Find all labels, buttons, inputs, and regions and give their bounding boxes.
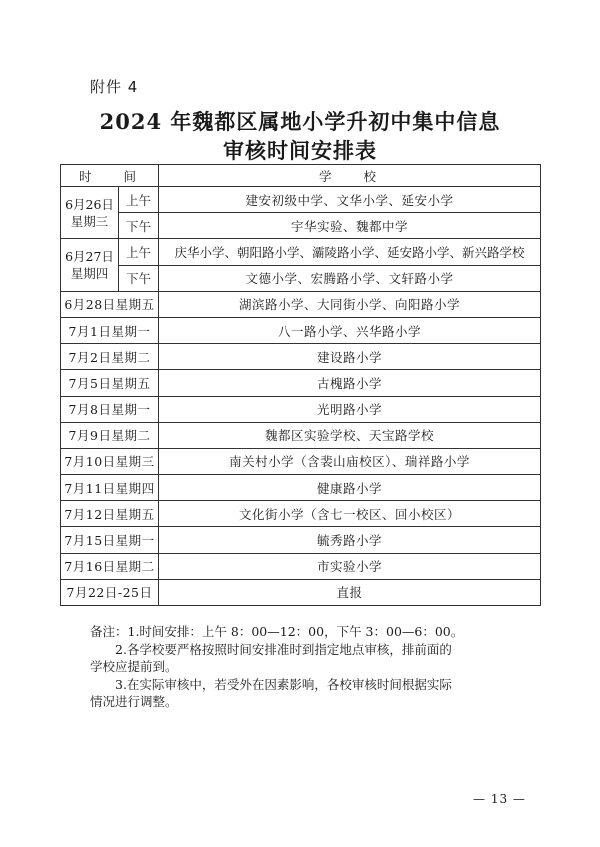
weekday-text: 星期四 (70, 266, 109, 282)
school-list: 健康路小学 (159, 475, 541, 501)
table-row (61, 370, 541, 396)
note-line: 2.各学校要严格按照时间安排准时到指定地点审核，排前面的 (115, 641, 452, 657)
am-label: 上午 (119, 239, 159, 265)
header-time: 时 间 (61, 165, 159, 187)
date-cell: 7月8日星期一 (61, 396, 159, 422)
date-cell: 7月11日星期四 (61, 475, 159, 501)
date-cell: 7月10日星期三 (61, 448, 159, 474)
date-text: 6月27日 (65, 249, 114, 265)
schedule-table (60, 164, 541, 606)
date-cell: 7月15日星期一 (61, 527, 159, 553)
date-cell (61, 187, 119, 239)
table-row (61, 239, 541, 265)
table-row (61, 475, 541, 501)
note-line: 学校应提前到。 (90, 659, 178, 674)
date-cell: 7月22日-25日 (61, 579, 159, 605)
table-header-row (61, 165, 541, 187)
table-row (61, 553, 541, 579)
school-list: 古槐路小学 (159, 370, 541, 396)
school-list: 魏都区实验学校、天宝路学校 (159, 422, 541, 448)
school-list: 市实验小学 (159, 553, 541, 579)
school-list: 庆华小学、朝阳路小学、灞陵路小学、延安路小学、新兴路学校 (159, 239, 541, 265)
school-list: 直报 (159, 579, 541, 605)
table-row (61, 187, 541, 213)
table-row (61, 265, 541, 291)
date-cell: 7月12日星期五 (61, 501, 159, 527)
date-cell: 7月5日星期五 (61, 370, 159, 396)
date-cell: 7月16日星期二 (61, 553, 159, 579)
school-list: 南关村小学（含裴山庙校区）、瑞祥路小学 (159, 448, 541, 474)
attachment-label: 附件 4 (90, 78, 139, 96)
table-row (61, 344, 541, 370)
table-row (61, 527, 541, 553)
pm-label: 下午 (119, 265, 159, 291)
notes-section (90, 623, 530, 711)
school-list: 八一路小学、兴华路小学 (159, 317, 541, 343)
date-cell: 7月2日星期二 (61, 344, 159, 370)
pm-label: 下午 (119, 213, 159, 239)
date-cell: 6月28日星期五 (61, 291, 159, 317)
weekday-text: 星期三 (70, 213, 109, 229)
school-list: 文德小学、宏腾路小学、文轩路小学 (159, 265, 541, 291)
table-row (61, 448, 541, 474)
school-list: 毓秀路小学 (159, 527, 541, 553)
page-number: — 13 — (473, 792, 526, 806)
date-text: 6月26日 (65, 196, 114, 212)
date-cell: 7月9日星期二 (61, 422, 159, 448)
note-line: 3.在实际审核中，若受外在因素影响，各校审核时间根据实际 (115, 676, 452, 692)
date-cell (61, 239, 119, 291)
school-list: 建安初级中学、文华小学、延安小学 (159, 187, 541, 213)
table-row (61, 579, 541, 605)
date-cell: 7月1日星期一 (61, 317, 159, 343)
school-list: 建设路小学 (159, 344, 541, 370)
table-row (61, 291, 541, 317)
table-row (61, 213, 541, 239)
school-list: 湖滨路小学、大同街小学、向阳路小学 (159, 291, 541, 317)
note-line: 备注：1.时间安排：上午 8：00—12：00，下午 3：00—6：00。 (90, 624, 464, 639)
document-title-line2: 审核时间安排表 (223, 138, 377, 163)
am-label: 上午 (119, 187, 159, 213)
school-list: 宇华实验、魏都中学 (159, 213, 541, 239)
table-row (61, 501, 541, 527)
school-list: 光明路小学 (159, 396, 541, 422)
document-title-line1: 2024 年魏都区属地小学升初中集中信息 (99, 109, 501, 134)
note-line: 情况进行调整。 (90, 694, 178, 709)
school-list: 文化街小学（含七一校区、回小校区） (159, 501, 541, 527)
table-row (61, 422, 541, 448)
table-row (61, 396, 541, 422)
table-row (61, 317, 541, 343)
header-school: 学 校 (159, 165, 541, 187)
